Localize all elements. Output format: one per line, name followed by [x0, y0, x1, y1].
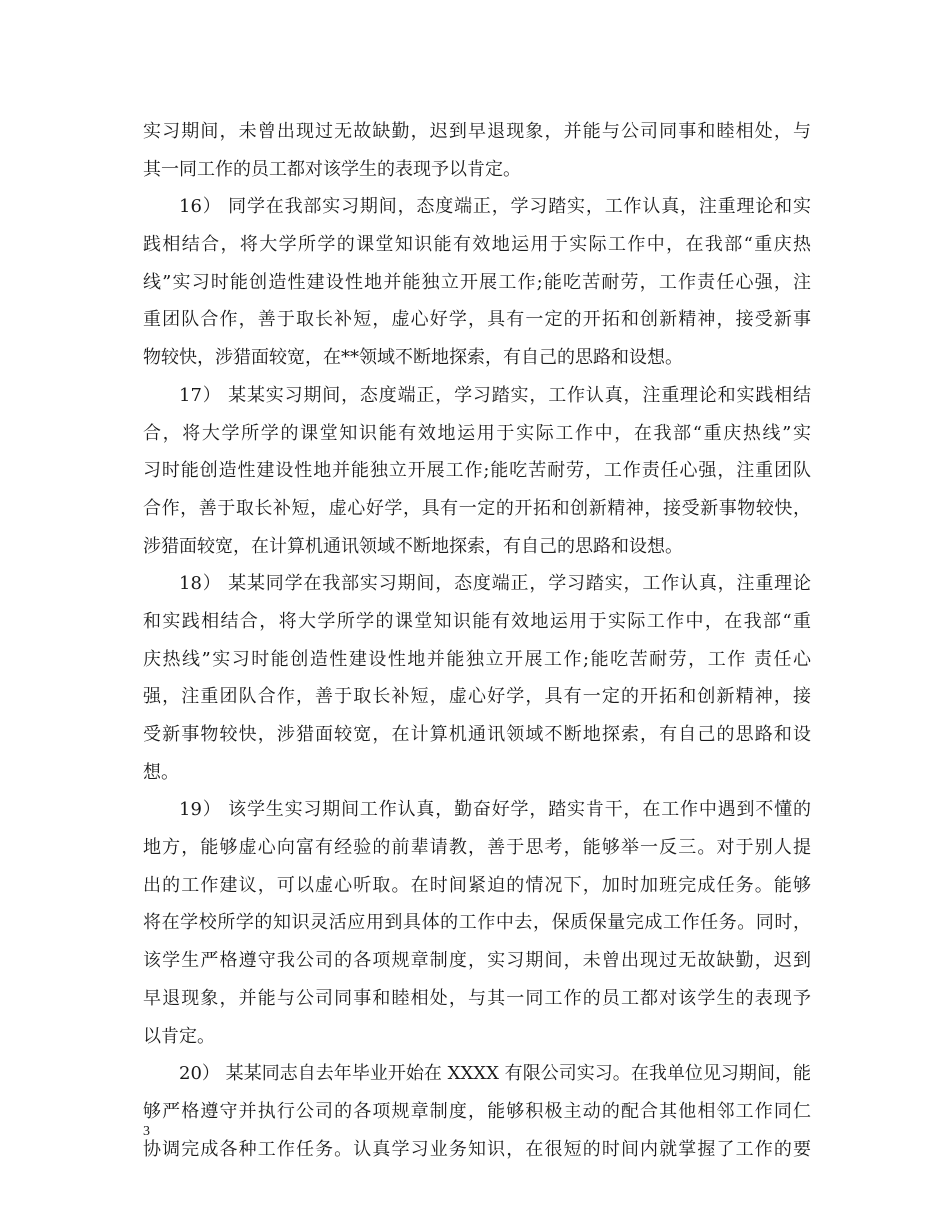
text-line: 习时能创造性建设性地并能独立开展工作;能吃苦耐劳，工作责任心强，注重团队: [143, 460, 811, 482]
text-line: 践相结合，将大学所学的课堂知识能有效地运用于实际工作中，在我部“重庆热: [143, 234, 811, 256]
text-line: 早退现象，并能与公司同事和睦相处，与其一同工作的员工都对该学生的表现予: [143, 987, 811, 1009]
text-line: 和实践相结合，将大学所学的课堂知识能有效地运用于实际工作中，在我部“重: [143, 610, 811, 632]
text-line: 涉猎面较宽，在计算机通讯领域不断地探索，有自己的思路和设想。: [143, 535, 683, 557]
text-line: 物较快，涉猎面较宽，在**领域不断地探索，有自己的思路和设想。: [143, 347, 683, 369]
paragraph-19-start: 19） 该学生实习期间工作认真，勤奋好学，踏实肯干，在工作中遇到不懂的: [179, 799, 811, 821]
text-line: 出的工作建议，可以虚心听取。在时间紧迫的情况下，加时加班完成任务。能够: [143, 874, 811, 896]
document-body: [143, 113, 811, 1168]
paragraph-18-start: 18） 某某同学在我部实习期间，态度端正，学习踏实，工作认真，注重理论: [179, 573, 811, 595]
page-number: 3: [143, 1124, 150, 1139]
text-line: 强，注重团队合作，善于取长补短，虚心好学，具有一定的开拓和创新精神，接: [143, 686, 811, 708]
paragraph-20-start: 20） 某某同志自去年毕业开始在 XXXX 有限公司实习。在我单位见习期间，能: [179, 1063, 811, 1085]
text-line: 重团队合作，善于取长补短，虚心好学，具有一定的开拓和创新精神，接受新事: [143, 309, 811, 331]
text-line: 合，将大学所学的课堂知识能有效地运用于实际工作中，在我部“重庆热线”实: [143, 422, 811, 444]
text-line: 线”实习时能创造性建设性地并能独立开展工作;能吃苦耐劳，工作责任心强，注: [143, 271, 811, 293]
text-line: 该学生严格遵守我公司的各项规章制度，实习期间，未曾出现过无故缺勤，迟到: [143, 950, 811, 972]
text-line: 其一同工作的员工都对该学生的表现予以肯定。: [143, 158, 521, 180]
text-line: 以肯定。: [143, 1025, 215, 1047]
text-line: 实习期间，未曾出现过无故缺勤，迟到早退现象，并能与公司同事和睦相处，与: [143, 121, 811, 142]
paragraph-17-start: 17） 某某实习期间，态度端正，学习踏实，工作认真，注重理论和实践相结: [179, 384, 811, 406]
text-line: 地方，能够虚心向富有经验的前辈请教，善于思考，能够举一反三。对于别人提: [143, 837, 811, 859]
text-line: 受新事物较快，涉猎面较宽，在计算机通讯领域不断地探索，有自己的思路和设: [143, 724, 811, 745]
text-line: 合作，善于取长补短，虚心好学，具有一定的开拓和创新精神，接受新事物较快，: [143, 497, 811, 519]
text-line: 想。: [143, 761, 179, 783]
text-line: 将在学校所学的知识灵活应用到具体的工作中去，保质保量完成工作任务。同时，: [143, 912, 811, 934]
text-line: 庆热线”实习时能创造性建设性地并能独立开展工作;能吃苦耐劳，工作 责任心: [143, 648, 811, 670]
paragraph-16-start: 16） 同学在我部实习期间，态度端正，学习踏实，工作认真，注重理论和实: [179, 196, 811, 218]
text-line: 够严格遵守并执行公司的各项规章制度，能够积极主动的配合其他相邻工作同仁: [143, 1100, 811, 1122]
text-line: 协调完成各种工作任务。认真学习业务知识，在很短的时间内就掌握了工作的要: [143, 1138, 811, 1160]
